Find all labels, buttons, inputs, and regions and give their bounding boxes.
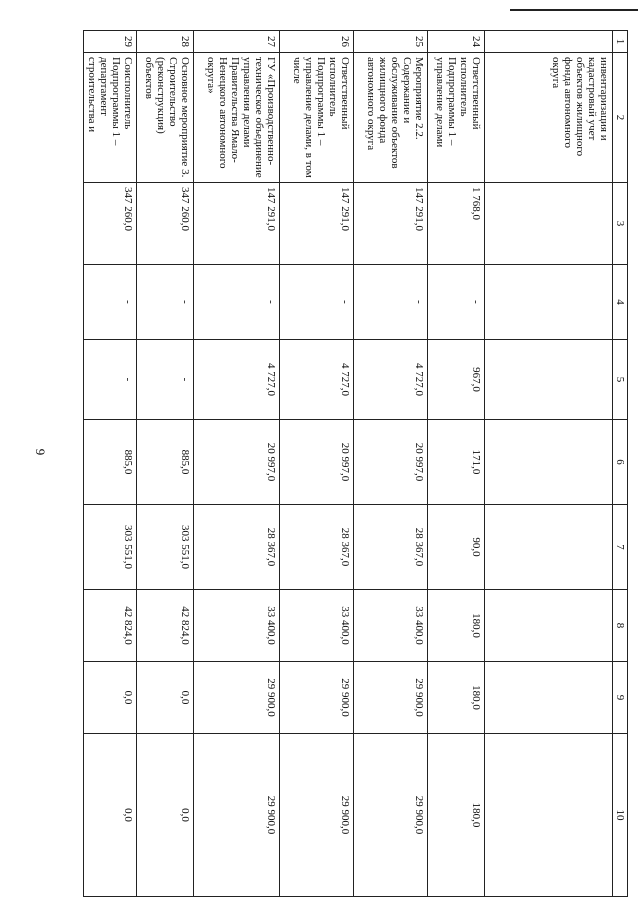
table-body <box>84 31 628 897</box>
value-cell: 29 900,0 <box>354 662 428 734</box>
value-cell: 4 727,0 <box>354 340 428 420</box>
value-cell: 20 997,0 <box>280 420 354 505</box>
value-cell: 29 900,0 <box>280 662 354 734</box>
value-cell <box>485 183 613 265</box>
value-cell: 20 997,0 <box>194 420 280 505</box>
value-cell: 171,0 <box>428 420 485 505</box>
budget-table <box>83 30 628 897</box>
value-cell: 29 900,0 <box>280 734 354 897</box>
value-cell: 967,0 <box>428 340 485 420</box>
top-rule <box>510 9 638 11</box>
value-cell: 147 291,0 <box>354 183 428 265</box>
value-cell: - <box>137 265 194 340</box>
value-cell: 303 551,0 <box>84 505 137 590</box>
value-cell: - <box>137 340 194 420</box>
value-cell: 42 824,0 <box>84 590 137 662</box>
row-number-cell <box>485 31 613 53</box>
value-cell: 28 367,0 <box>354 505 428 590</box>
column-header: 5 <box>613 340 628 420</box>
column-header: 8 <box>613 590 628 662</box>
rotated-table-frame <box>86 30 628 896</box>
value-cell: 180,0 <box>428 662 485 734</box>
column-header: 4 <box>613 265 628 340</box>
value-cell: - <box>194 265 280 340</box>
row-number-cell: 26 <box>280 31 354 53</box>
value-cell: 4 727,0 <box>194 340 280 420</box>
page-number: 9 <box>33 448 48 456</box>
value-cell <box>485 340 613 420</box>
value-cell: 147 291,0 <box>280 183 354 265</box>
row-number-cell: 28 <box>137 31 194 53</box>
value-cell: 28 367,0 <box>194 505 280 590</box>
value-cell: 33 400,0 <box>354 590 428 662</box>
table-row <box>194 31 280 897</box>
value-cell: 0,0 <box>137 734 194 897</box>
value-cell <box>485 734 613 897</box>
row-name-cell: Ответственный исполнитель Подпрограммы 1 – управление делами <box>428 53 485 183</box>
value-cell: 0,0 <box>84 734 137 897</box>
row-name-cell: ГУ «Производственно-техническое объединение управления делами Правительства Ямало-Ненецкого автономного округа» <box>194 53 280 183</box>
column-header: 10 <box>613 734 628 897</box>
value-cell: 347 260,0 <box>137 183 194 265</box>
value-cell: 29 900,0 <box>194 662 280 734</box>
value-cell: - <box>84 265 137 340</box>
value-cell: 0,0 <box>137 662 194 734</box>
value-cell: 180,0 <box>428 590 485 662</box>
table-row <box>137 31 194 897</box>
table-row <box>280 31 354 897</box>
table-row <box>485 31 613 897</box>
row-number-cell: 24 <box>428 31 485 53</box>
value-cell <box>485 265 613 340</box>
value-cell <box>485 662 613 734</box>
column-header: 2 <box>613 53 628 183</box>
value-cell: 347 260,0 <box>84 183 137 265</box>
column-header: 7 <box>613 505 628 590</box>
value-cell <box>485 420 613 505</box>
table-row <box>84 31 137 897</box>
table-row <box>354 31 428 897</box>
value-cell: - <box>84 340 137 420</box>
value-cell: - <box>354 265 428 340</box>
value-cell: 180,0 <box>428 734 485 897</box>
value-cell: - <box>280 265 354 340</box>
value-cell: 42 824,0 <box>137 590 194 662</box>
value-cell: 303 551,0 <box>137 505 194 590</box>
value-cell: 4 727,0 <box>280 340 354 420</box>
row-name-cell: Мероприятие 2.2. Содержание и обслуживание объектов жилищного фонда автономного округа <box>354 53 428 183</box>
value-cell: - <box>428 265 485 340</box>
value-cell: 20 997,0 <box>354 420 428 505</box>
column-header: 3 <box>613 183 628 265</box>
value-cell: 28 367,0 <box>280 505 354 590</box>
value-cell: 90,0 <box>428 505 485 590</box>
column-header: 1 <box>613 31 628 53</box>
column-header: 9 <box>613 662 628 734</box>
value-cell <box>485 590 613 662</box>
row-number-cell: 29 <box>84 31 137 53</box>
value-cell: 1 768,0 <box>428 183 485 265</box>
row-name-cell: инвентаризация и кадастровый учет объектов жилищного фонда автономного округа <box>485 53 613 183</box>
budget-table-wrapper <box>86 30 628 896</box>
value-cell: 147 291,0 <box>194 183 280 265</box>
row-name-cell: Основное мероприятие 3. Строительство (реконструкция) объектов <box>137 53 194 183</box>
value-cell: 885,0 <box>137 420 194 505</box>
value-cell: 885,0 <box>84 420 137 505</box>
value-cell: 33 400,0 <box>194 590 280 662</box>
header-row <box>613 31 628 897</box>
table-row <box>428 31 485 897</box>
column-header: 6 <box>613 420 628 505</box>
row-name-cell: Ответственный исполнитель Подпрограммы 1 – управление делами, в том числе <box>280 53 354 183</box>
row-number-cell: 27 <box>194 31 280 53</box>
row-number-cell: 25 <box>354 31 428 53</box>
value-cell: 0,0 <box>84 662 137 734</box>
value-cell: 33 400,0 <box>280 590 354 662</box>
value-cell <box>485 505 613 590</box>
value-cell: 29 900,0 <box>354 734 428 897</box>
row-name-cell: Соисполнитель Подпрограммы 1 – департамент строительства и <box>84 53 137 183</box>
value-cell: 29 900,0 <box>194 734 280 897</box>
